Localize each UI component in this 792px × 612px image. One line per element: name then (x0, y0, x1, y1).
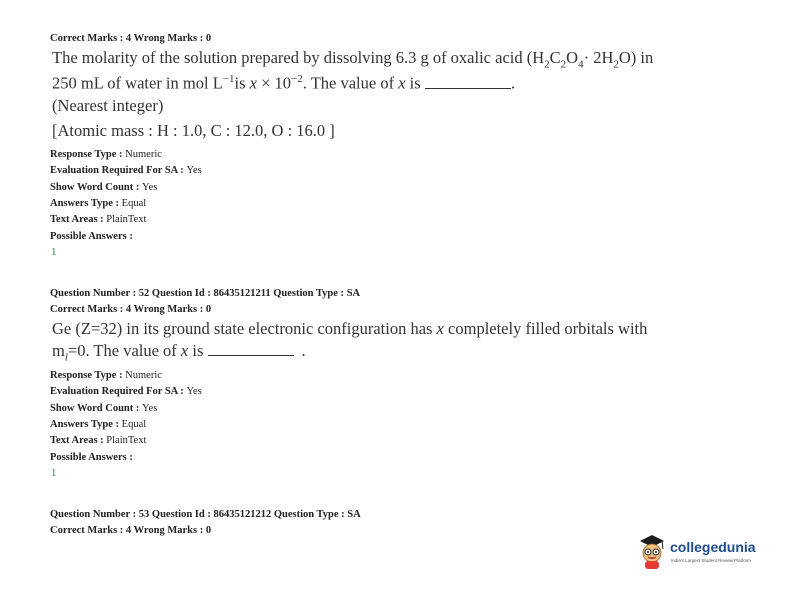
meta-possible-answers: Possible Answers : (50, 231, 133, 242)
question-52-line-2: $m_l=0$. The value of x is . (52, 341, 306, 364)
meta-answers-type: Answers Type : Equal (50, 198, 147, 209)
meta-text-areas: Text Areas : PlainText (50, 214, 147, 225)
collegedunia-logo (636, 532, 760, 572)
meta-answers-type: Answers Type : Equal (50, 419, 147, 430)
meta-evaluation-required: Evaluation Required For SA : Yes (50, 165, 202, 176)
question-51-line-2: 250 mL of water in mol $L^{-1}is$ $x \times 10^{-2}$. The value of x is . (52, 73, 515, 93)
correct-marks-value: 4 (125, 33, 132, 44)
meta-response-type: Response Type : Numeric (50, 370, 162, 381)
question-51-line-3: (Nearest integer) (52, 96, 164, 115)
question-53-header: Question Number : 53 Question Id : 86435121212 Question Type : SA (50, 509, 361, 520)
possible-answer-value: 1 (51, 246, 57, 258)
meta-show-word-count: Show Word Count : Yes (50, 182, 158, 193)
meta-text-areas: Text Areas : PlainText (50, 435, 147, 446)
question-52-line-1: Ge (Z=32) in its ground state electronic configuration has x completely filled orbitals with (52, 319, 648, 338)
marks-line-q52: Correct Marks : 4 Wrong Marks : 0 (50, 304, 212, 315)
marks-line-q51 (50, 32, 211, 45)
wrong-marks-label: Wrong Marks : (131, 33, 206, 44)
question-51-line-1: The molarity of the solution prepared by dissolving 6.3 g of oxalic acid $(H_2C_2O_4\cdot 2H_2O)$ in (52, 48, 654, 71)
possible-answer-value: 1 (51, 467, 57, 479)
answer-blank (208, 341, 294, 356)
meta-possible-answers: Possible Answers : (50, 452, 133, 463)
logo-tagline: India's Largest Student Review Platform (671, 558, 751, 563)
mascot-icon (636, 532, 668, 570)
logo-wordmark: collegedunia (670, 539, 756, 555)
answer-blank (425, 74, 511, 89)
question-52-header: Question Number : 52 Question Id : 86435121211 Question Type : SA (50, 288, 361, 299)
question-51-line-4: [Atomic mass : H : 1.0, C : 12.0, O : 16.0 ] (52, 121, 335, 140)
correct-marks-label: Correct Marks : (50, 33, 126, 44)
meta-evaluation-required: Evaluation Required For SA : Yes (50, 386, 202, 397)
wrong-marks-value: 0 (205, 33, 212, 44)
meta-response-type: Response Type : Numeric (50, 149, 162, 160)
meta-show-word-count: Show Word Count : Yes (50, 403, 158, 414)
marks-line-q53: Correct Marks : 4 Wrong Marks : 0 (50, 525, 212, 536)
